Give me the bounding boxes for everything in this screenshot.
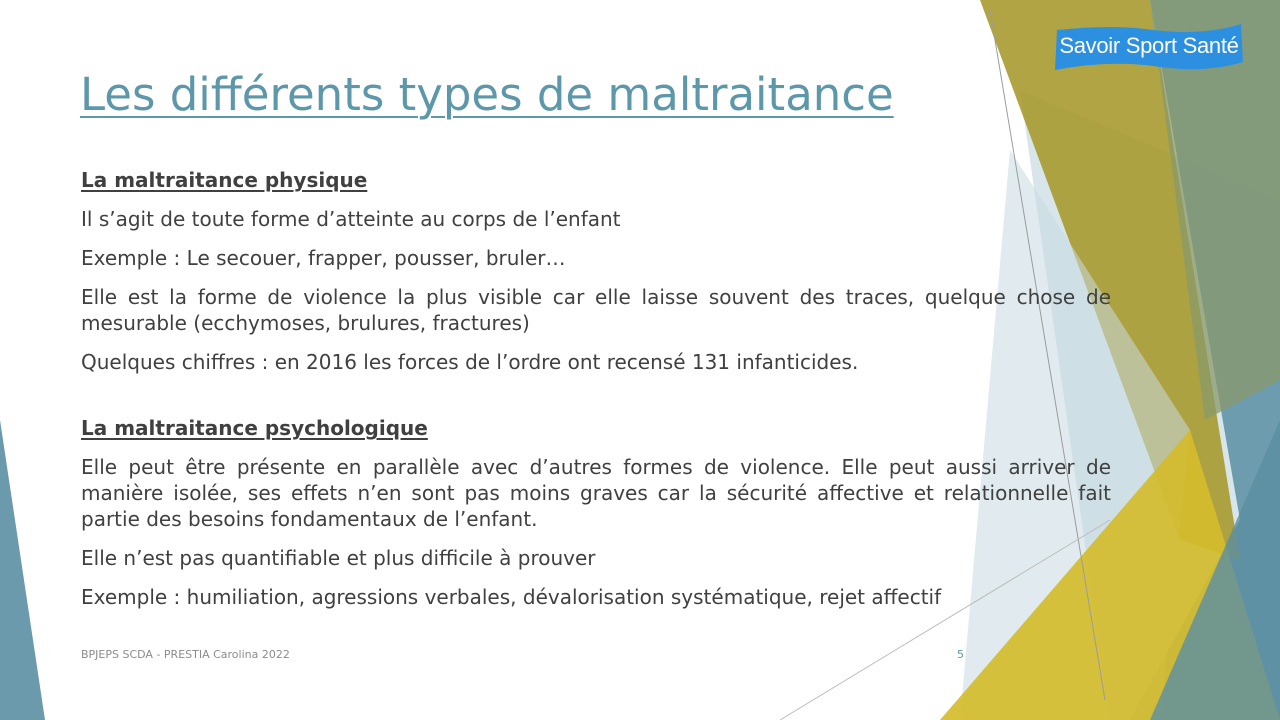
paragraph: Quelques chiffres : en 2016 les forces de l’ordre ont recensé 131 infanticides. [81,350,859,374]
paragraph: Elle n’est pas quantifiable et plus difficile à prouver [81,546,596,570]
slide-title: Les différents types de maltraitance [80,68,894,121]
section-heading-physical: La maltraitance physique [81,168,368,192]
footer-text: BPJEPS SCDA - PRESTIA Carolina 2022 [81,648,290,661]
logo-text: Savoir Sport Santé [1059,33,1239,58]
slide-content [81,167,1111,623]
section-heading-psychological: La maltraitance psychologique [81,416,428,440]
page-number: 5 [957,648,964,661]
paragraph: Exemple : humiliation, agressions verbales, dévalorisation systématique, rejet affectif [81,585,942,609]
paragraph: Elle peut être présente en parallèle avec d’autres formes de violence. Elle peut aussi arriver de manière isolée, ses effets n’en sont pas moins graves car la sécurité affective et relationnelle fait partie des besoins fondamentaux de l’enfant. [81,455,1111,531]
paragraph: Elle est la forme de violence la plus visible car elle laisse souvent des traces, quelque chose de mesurable (ecchymoses, brulures, fractures) [81,285,1111,335]
paragraph: Exemple : Le secouer, frapper, pousser, bruler… [81,246,566,270]
brand-logo [1053,22,1245,70]
paragraph: Il s’agit de toute forme d’atteinte au corps de l’enfant [81,207,621,231]
